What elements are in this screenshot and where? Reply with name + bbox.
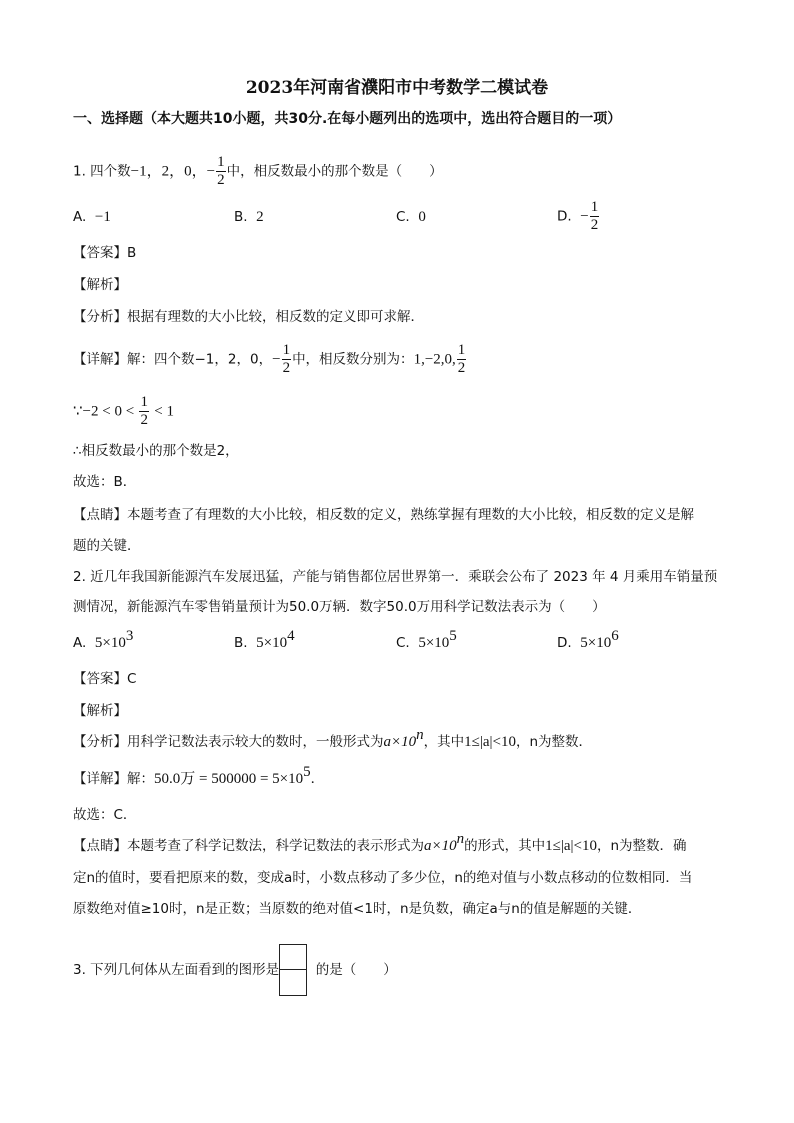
q1-option-d: D. − $\frac{1}{2}$ — [557, 199, 599, 233]
q1-option-a: A. −1 — [73, 209, 111, 225]
q1-dianjing-line2: 题的关键． — [73, 538, 141, 554]
q2-dianjing-line3: 原数绝对值≥10时，n是正数；当原数的绝对值<1时，n是负数，确定a与n的值是解题的关键． — [73, 901, 642, 917]
q2-dianjing-line2: 定n的值时，要看把原来的数，变成a时，小数点移动了多少位，n的绝对值与小数点移动的位数相同．当 — [73, 870, 693, 886]
q2-fenxi: 【分析】用科学记数法表示较大的数时，一般形式为$a\times 10^n$，其中1≤|a|<10，n为整数． — [73, 727, 593, 750]
rectangle-figure — [279, 944, 307, 996]
q1-answer: 【答案】B — [73, 245, 137, 261]
q1-because: ∵−2 < 0 < $\frac{1}{2}$ < 1 — [73, 394, 174, 428]
q2-option-c: C. $5\times 10^5$ — [396, 628, 457, 651]
q2-choose: 故选：C． — [73, 807, 137, 823]
q2-option-a: A. $5\times 10^3$ — [73, 628, 134, 651]
q2-detail: 【详解】解：50.0万 = $500000 = 5\times 10^5$． — [73, 764, 325, 787]
q3-stem: 3. 下列几何体从左面看到的图形是 的是（ ） — [73, 944, 397, 996]
q1-analysis-heading: 【解析】 — [73, 277, 127, 293]
q2-option-b: B. $5\times 10^4$ — [234, 628, 295, 651]
q1-stem: 1. 四个数−1，2，0，− $\frac{1}{2}$ 中，相反数最小的那个数是（ ） — [73, 154, 443, 188]
q1-option-c: C. 0 — [396, 209, 426, 225]
q2-dianjing-line1: 【点睛】本题考查了科学记数法，科学记数法的表示形式为$a\times 10^n$的形式，其中1≤|a|<10，n为整数．确 — [73, 831, 687, 854]
q2-stem-line2: 测情况，新能源汽车零售销量预计为50.0万辆．数字50.0万用科学记数法表示为（ ） — [73, 599, 606, 615]
page-title: 2023年河南省濮阳市中考数学二模试卷 — [245, 78, 549, 98]
q2-answer: 【答案】C — [73, 671, 137, 687]
fraction: $\frac{1}{2}$ — [217, 154, 225, 188]
q2-stem-line1: 2. 近几年我国新能源汽车发展迅猛，产能与销售都位居世界第一．乘联会公布了 2023 年 4 月乘用车销量预 — [73, 569, 718, 585]
q1-therefore: ∴相反数最小的那个数是2， — [73, 443, 239, 459]
q1-option-b: B. 2 — [234, 209, 264, 225]
q1-dianjing-line1: 【点睛】本题考查了有理数的大小比较，相反数的定义，熟练掌握有理数的大小比较，相反数的定义是解 — [73, 507, 694, 523]
q1-fenxi: 【分析】根据有理数的大小比较，相反数的定义即可求解． — [73, 309, 424, 325]
section-heading: 一、选择题（本大题共10小题，共30分.在每小题列出的选项中，选出符合题目的一项） — [73, 111, 622, 127]
q1-choose: 故选：B． — [73, 474, 137, 490]
q2-analysis-heading: 【解析】 — [73, 703, 127, 719]
q2-option-d: D. $5\times 10^6$ — [557, 628, 619, 651]
q1-detail: 【详解】解：四个数−1，2，0，− $\frac{1}{2}$ 中，相反数分别为：1,−2,0, $\frac{1}{2}$ — [73, 342, 466, 376]
